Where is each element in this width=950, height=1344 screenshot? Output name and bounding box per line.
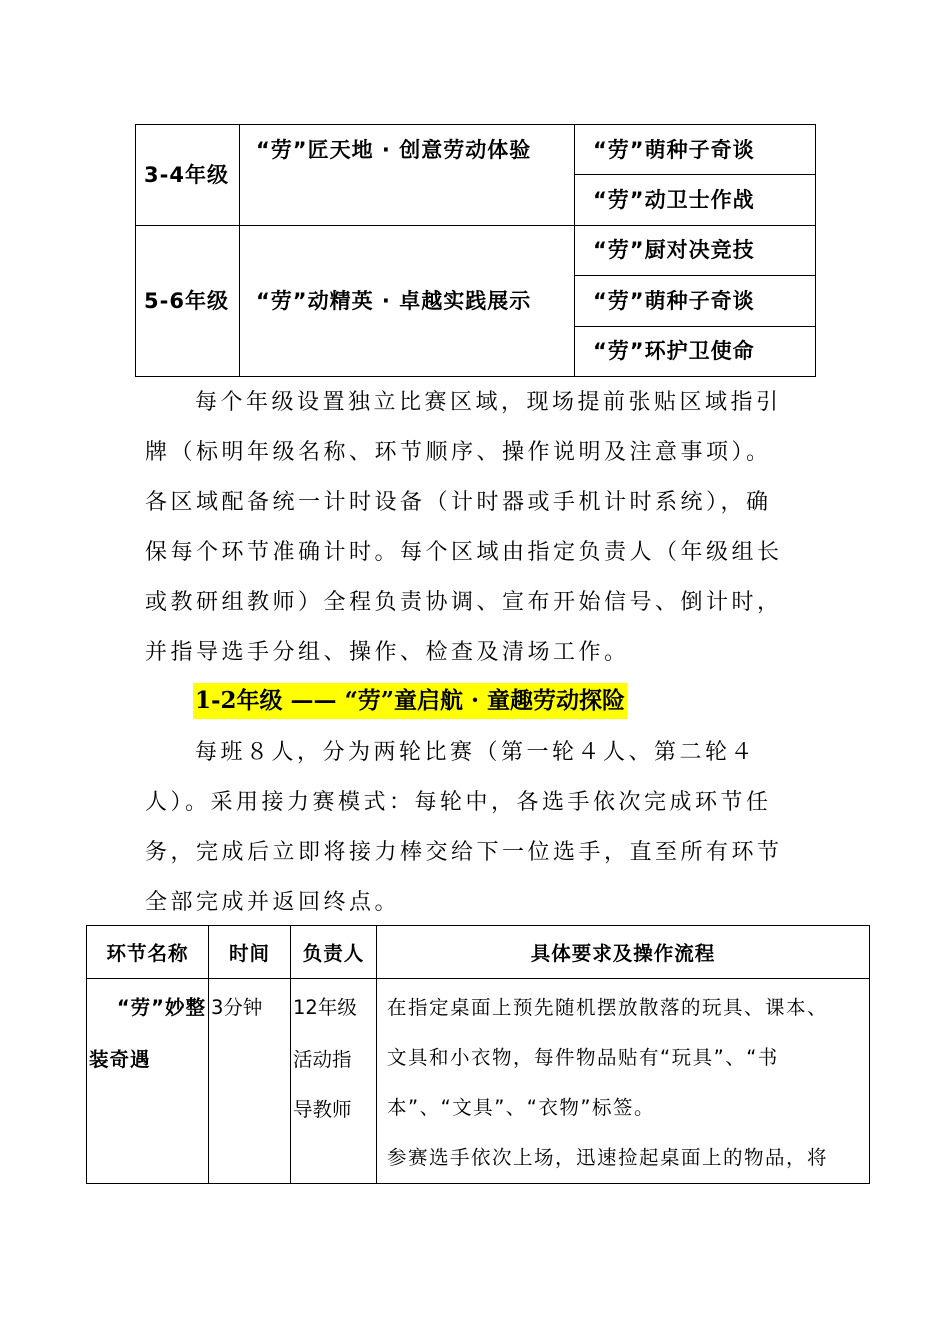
activity-cell: “劳”厨对决竞技 bbox=[575, 225, 816, 275]
grade-cell: 3-4年级 bbox=[136, 125, 240, 226]
owner-line: 导教师 bbox=[293, 1098, 352, 1121]
header-cell: 环节名称 bbox=[87, 926, 209, 979]
paragraph-line: 各区域配备统一计时设备（计时器或手机计时系统），确 bbox=[145, 490, 772, 515]
time-cell: 3分钟 bbox=[209, 979, 291, 1184]
requirement-cell bbox=[377, 979, 870, 1184]
paragraph-line: 人）。采用接力赛模式：每轮中，各选手依次完成环节任 bbox=[145, 790, 772, 815]
paragraph-line: 全部完成并返回终点。 bbox=[145, 890, 401, 915]
table-header-row bbox=[87, 926, 870, 979]
requirement-line: 本”、“文具”、“衣物”标签。 bbox=[387, 1096, 656, 1119]
paragraph-line: 或教研组教师）全程负责协调、宣布开始信号、倒计时， bbox=[145, 590, 783, 615]
owner-line: 活动指 bbox=[293, 1048, 352, 1071]
venue-paragraph bbox=[145, 378, 815, 678]
owner-line: 12年级 bbox=[293, 996, 357, 1019]
table-row bbox=[136, 125, 816, 175]
section-heading: 1-2年级 —— “劳”童启航 · 童趣劳动探险 bbox=[193, 683, 627, 719]
owner-cell bbox=[291, 979, 377, 1184]
activity-name-cell bbox=[87, 979, 209, 1184]
grade-activity-table bbox=[135, 124, 816, 377]
paragraph-line: 每个年级设置独立比赛区域，现场提前张贴区域指引 bbox=[195, 390, 782, 415]
paragraph-line: 牌（标明年级名称、环节顺序、操作说明及注意事项）。 bbox=[145, 440, 772, 465]
grade-cell: 5-6年级 bbox=[136, 225, 240, 376]
requirement-line: 文具和小衣物，每件物品贴有“玩具”、“书 bbox=[387, 1046, 779, 1069]
header-cell: 时间 bbox=[209, 926, 291, 979]
activity-cell: “劳”萌种子奇谈 bbox=[575, 276, 816, 326]
rules-paragraph bbox=[145, 728, 815, 928]
header-cell: 具体要求及操作流程 bbox=[377, 926, 870, 979]
table-row bbox=[87, 979, 870, 1184]
table-row bbox=[136, 225, 816, 275]
activity-detail-table bbox=[86, 925, 870, 1184]
paragraph-line: 保每个环节准确计时。每个区域由指定负责人（年级组长 bbox=[145, 540, 783, 565]
paragraph-line: 务，完成后立即将接力棒交给下一位选手，直至所有环节 bbox=[145, 840, 783, 865]
requirement-line: 参赛选手依次上场，迅速捡起桌面上的物品，将 bbox=[387, 1146, 829, 1169]
activity-cell: “劳”环护卫使命 bbox=[575, 326, 816, 376]
activity-cell: “劳”动卫士作战 bbox=[575, 175, 816, 225]
activity-cell: “劳”萌种子奇谈 bbox=[575, 125, 816, 175]
paragraph-line: 每班８人，分为两轮比赛（第一轮４人、第二轮４ bbox=[195, 740, 757, 765]
theme-cell: “劳”匠天地 · 创意劳动体验 bbox=[240, 125, 575, 226]
activity-name-line: 装奇遇 bbox=[89, 1048, 151, 1071]
header-cell: 负责人 bbox=[291, 926, 377, 979]
requirement-line: 在指定桌面上预先随机摆放散落的玩具、课本、 bbox=[387, 996, 829, 1019]
activity-name-line: “劳”妙整 bbox=[116, 996, 206, 1019]
paragraph-line: 并指导选手分组、操作、检查及清场工作。 bbox=[145, 640, 630, 665]
theme-cell: “劳”动精英 · 卓越实践展示 bbox=[240, 225, 575, 376]
